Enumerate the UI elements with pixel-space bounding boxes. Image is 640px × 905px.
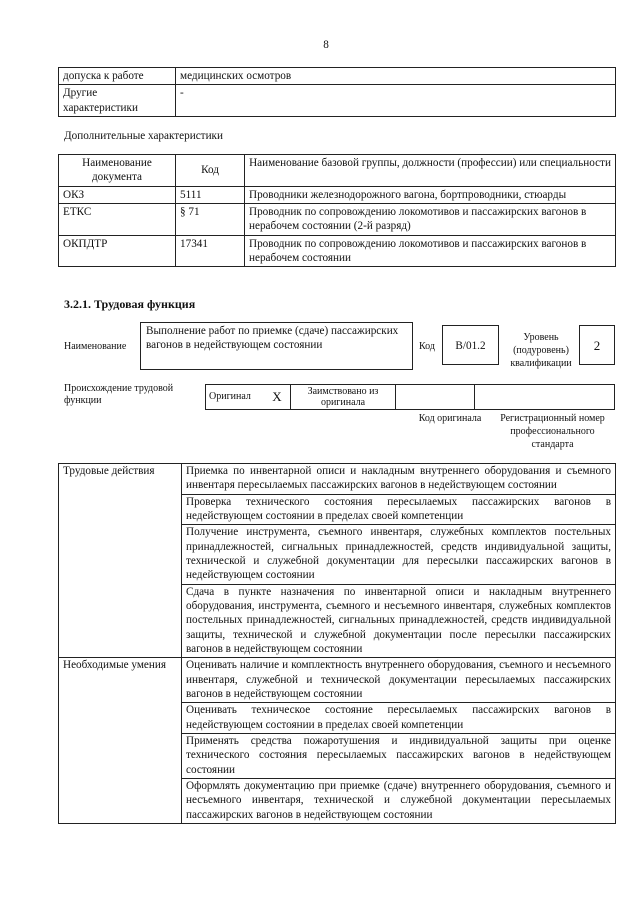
section-title: 3.2.1. Трудовая функция (64, 297, 196, 311)
reference-table (58, 154, 616, 267)
skill-item: Оценивать наличие и комплектность внутреннего оборудования, съемного и несъемного инвентаря, служебной и технической документации пересылаемых пассажирских вагонов в недействующем состоянии (182, 658, 616, 703)
table-cell: Проводник по сопровождению локомотивов и пассажирских вагонов в нерабочем состоянии (245, 235, 616, 267)
table-cell: 17341 (176, 235, 245, 267)
skill-item: Применять средства пожаротушения и индивидуальной защиты при оценке технического состояния пересылаемых пассажирских вагонов в недействующем состоянии (182, 733, 616, 778)
origin-label: Происхождение трудовой функции (64, 383, 174, 406)
origin-reg-cell (475, 385, 615, 410)
table-header-row (59, 155, 616, 187)
level-value: 2 (579, 325, 615, 365)
code-label: Код (419, 341, 435, 352)
activity-item: Получение инструмента, съемного инвентаря, служебных комплектов постельных принадлежностей, сигнальных принадлежностей, средств индивидуальной защиты, технической и служебной документации для пересылки пассажирских вагонов в недействующем состоянии (182, 525, 616, 584)
table-cell: § 71 (176, 203, 245, 235)
column-header: Код (176, 155, 245, 187)
skill-item: Оформлять документацию при приемке (сдаче) внутреннего оборудования, съемного и несъемного инвентаря, технической и служебной документации пересылаемых пассажирских вагонов в недействующем состоянии (182, 778, 616, 823)
origin-table (205, 384, 615, 410)
required-skills-label: Необходимые умения (59, 658, 182, 824)
skill-item: Оценивать техническое состояние пересылаемых пассажирских вагонов в недействующем состоянии в пределах своей компетенции (182, 703, 616, 734)
function-code-value: B/01.2 (442, 325, 499, 365)
table-row (59, 85, 616, 117)
table-cell: ОКЗ (59, 186, 176, 203)
additional-characteristics-title: Дополнительные характеристики (64, 130, 223, 142)
table-row (59, 68, 616, 85)
column-header: Наименование базовой группы, должности (профессии) или специальности (245, 155, 616, 187)
table-row (59, 235, 616, 267)
registration-number-caption: Регистрационный номер профессионального стандарта (500, 413, 605, 450)
table-row (206, 385, 615, 410)
activities-table (58, 463, 616, 824)
row-value: - (176, 85, 616, 117)
name-label: Наименование (64, 341, 127, 352)
origin-code-cell (396, 385, 475, 410)
activity-item: Сдача в пункте назначения по инвентарной описи и накладным внутреннего оборудования, инструмента, съемного и несъемного инвентаря, служебных комплектов постельных принадлежностей, сигнальных принадлежностей, средств индивидуальной защиты, технической и служебной документации после пересылки пассажирских вагонов в недействующем состоянии (182, 584, 616, 658)
activity-item: Приемка по инвентарной описи и накладным внутреннего оборудования и съемного инвентаря пересылаемых пассажирских вагонов в недействующем состоянии (182, 464, 616, 495)
labor-actions-label: Трудовые действия (59, 464, 182, 658)
original-mark: X (264, 385, 291, 410)
original-label: Оригинал (206, 385, 265, 410)
function-name-value: Выполнение работ по приемке (сдаче) пассажирских вагонов в недействующем состоянии (140, 322, 413, 370)
activity-item: Проверка технического состояния пересылаемых пассажирских вагонов в недействующем состоянии в пределах своей компетенции (182, 494, 616, 525)
row-label: Другие характеристики (59, 85, 176, 117)
table-cell: Проводник по сопровождению локомотивов и пассажирских вагонов в нерабочем состоянии (2-й разряд) (245, 203, 616, 235)
original-code-caption: Код оригинала (418, 413, 482, 424)
table-cell: 5111 (176, 186, 245, 203)
table-row (59, 186, 616, 203)
borrowed-label: Заимствовано из оригинала (291, 385, 396, 410)
qualification-table (58, 67, 616, 117)
table-row (59, 203, 616, 235)
row-label: допуска к работе (59, 68, 176, 85)
table-cell: Проводники железнодорожного вагона, бортпроводники, стюарды (245, 186, 616, 203)
table-cell: ОКПДТР (59, 235, 176, 267)
table-cell: ЕТКС (59, 203, 176, 235)
column-header: Наименование документа (59, 155, 176, 187)
level-label: Уровень (подуровень) квалификации (510, 332, 572, 369)
table-row (59, 658, 616, 703)
page-number: 8 (323, 39, 329, 51)
row-value: медицинских осмотров (176, 68, 616, 85)
table-row (59, 464, 616, 495)
